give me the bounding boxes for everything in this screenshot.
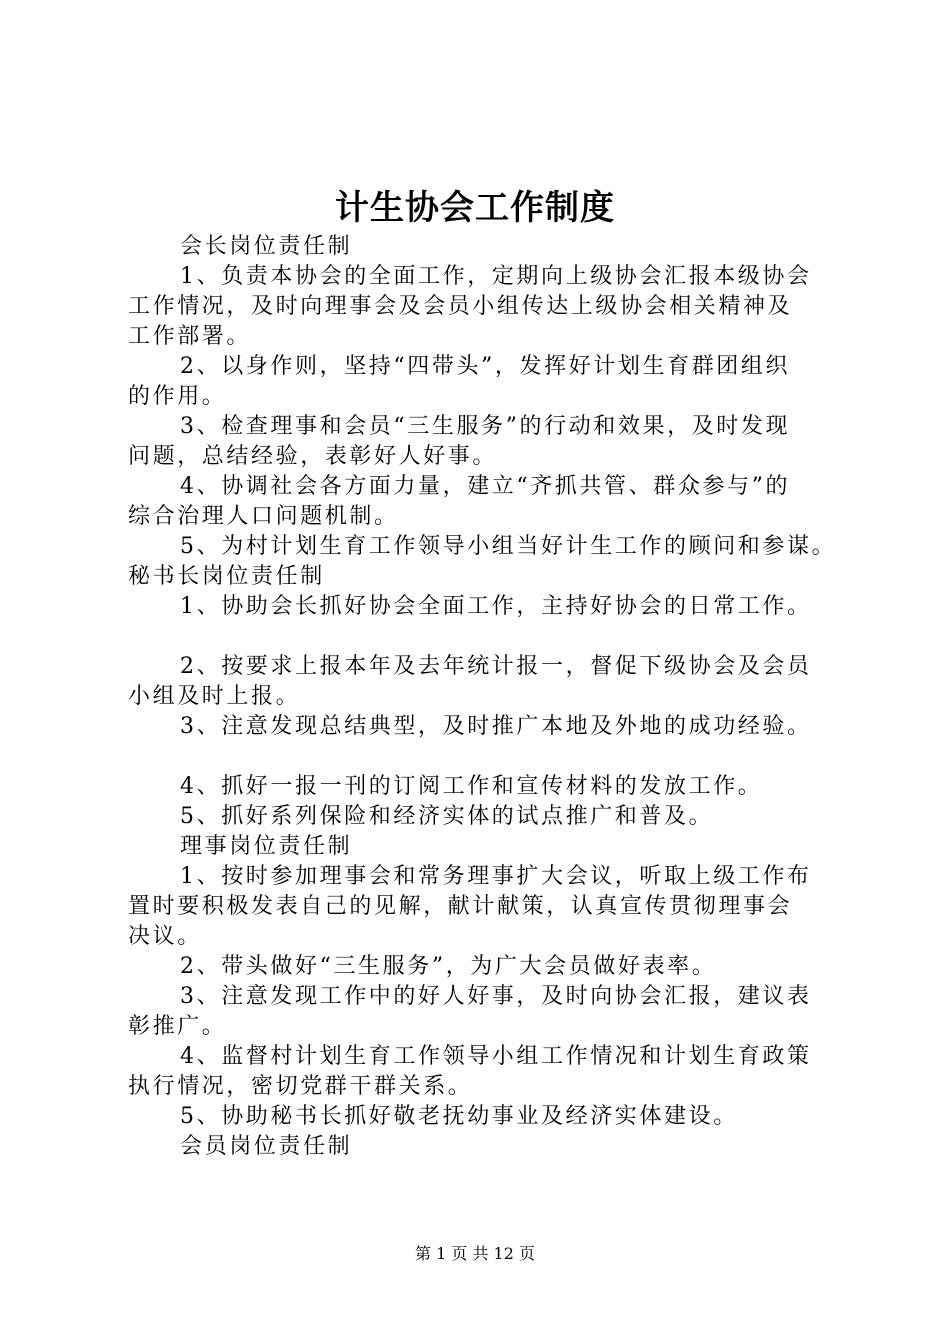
section-heading-secretary: 秘书长岗位责任制 xyxy=(128,564,325,589)
document-title: 计生协会工作制度 xyxy=(335,188,615,228)
blank-line xyxy=(128,622,850,652)
blank-line xyxy=(128,742,850,772)
section-heading-president: 会长岗位责任制 xyxy=(180,234,353,259)
paragraph-line: 工作情况，及时向理事会及会员小组传达上级协会相关精神及 xyxy=(128,294,793,319)
paragraph-line: 4、监督村计划生育工作领导小组工作情况和计划生育政策 xyxy=(180,1044,812,1069)
paragraph-line: 5、抓好系列保险和经济实体的试点推广和普及。 xyxy=(180,804,714,829)
paragraph-line: 的作用。 xyxy=(128,384,227,409)
paragraph-line: 5、协助秘书长抓好敬老抚幼事业及经济实体建设。 xyxy=(180,1104,738,1129)
document-body xyxy=(128,232,850,1162)
paragraph-line: 问题，总结经验，表彰好人好事。 xyxy=(128,444,498,469)
paragraph-line: 决议。 xyxy=(128,924,202,949)
paragraph-line: 3、检查理事和会员“三生服务”的行动和效果，及时发现 xyxy=(180,414,791,439)
paragraph-line: 2、以身作则，坚持“四带头”，发挥好计划生育群团组织 xyxy=(180,354,791,379)
section-heading-member: 会员岗位责任制 xyxy=(180,1134,353,1159)
paragraph-line: 4、抓好一报一刊的订阅工作和宣传材料的发放工作。 xyxy=(180,774,763,799)
paragraph-line: 工作部署。 xyxy=(128,324,252,349)
paragraph-line: 置时要积极发表自己的见解，献计献策，认真宣传贯彻理事会 xyxy=(128,894,793,919)
section-heading-director: 理事岗位责任制 xyxy=(180,834,353,859)
paragraph-line: 1、负责本协会的全面工作，定期向上级协会汇报本级协会 xyxy=(180,264,812,289)
paragraph-line: 执行情况，密切党群干群关系。 xyxy=(128,1074,473,1099)
paragraph-line: 3、注意发现工作中的好人好事，及时向协会汇报，建议表 xyxy=(180,984,812,1009)
paragraph-line: 小组及时上报。 xyxy=(128,684,301,709)
paragraph-line: 1、协助会长抓好协会全面工作，主持好协会的日常工作。 xyxy=(180,594,812,619)
paragraph-line: 2、按要求上报本年及去年统计报一，督促下级协会及会员 xyxy=(180,654,812,679)
paragraph-line: 彰推广。 xyxy=(128,1014,227,1039)
paragraph-line: 2、带头做好“三生服务”，为广大会员做好表率。 xyxy=(180,954,717,979)
paragraph-line: 3、注意发现总结典型，及时推广本地及外地的成功经验。 xyxy=(180,714,812,739)
paragraph-line: 综合治理人口问题机制。 xyxy=(128,504,399,529)
paragraph-line: 5、为村计划生育工作领导小组当好计生工作的顾问和参谋。 xyxy=(180,534,837,559)
paragraph-line: 4、协调社会各方面力量，建立“齐抓共管、群众参与”的 xyxy=(180,474,791,499)
paragraph-line: 1、按时参加理事会和常务理事扩大会议，听取上级工作布 xyxy=(180,864,812,889)
page-number: 第 1 页 共 12 页 xyxy=(415,1244,535,1263)
